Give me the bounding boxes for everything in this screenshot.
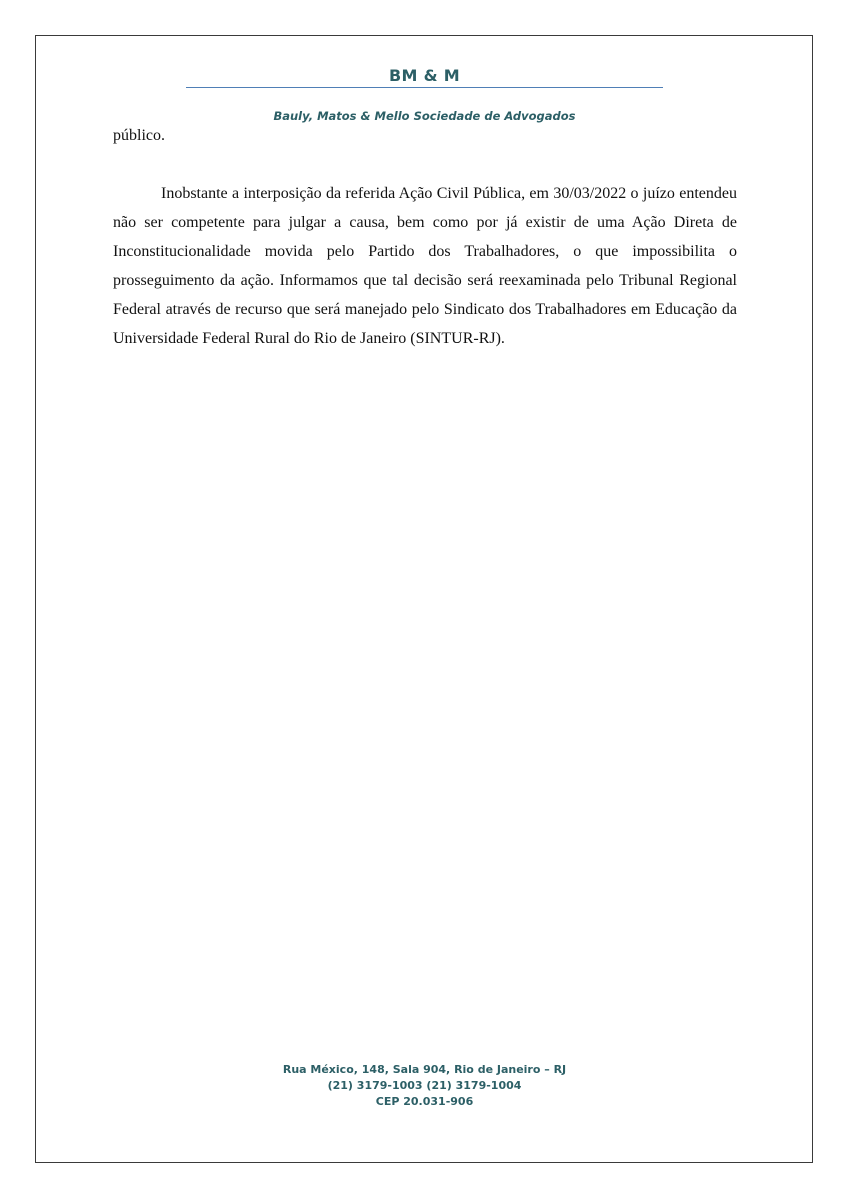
header-divider [186,87,663,88]
paragraph-decision: Inobstante a interposição da referida Ação Civil Pública, em 30/03/2022 o juízo entendeu não ser competente para julgar a causa, bem como por já existir de uma Ação Direta de Inconstitucionalidade movida pelo Partido dos Trabalhadores, o que impossibilita o prosseguimento da ação. Informamos que tal decisão será reexaminada pelo Tribunal Regional Federal através de recurso que será manejado pelo Sindicato dos Trabalhadores em Educação da Universidade Federal Rural do Rio de Janeiro (SINTUR-RJ). [113,185,737,347]
firm-name-subtitle: Bauly, Matos & Mello Sociedade de Advogados [273,109,576,123]
letterhead-footer [0,1062,849,1110]
firm-logo-title: BM & M [389,66,460,85]
footer-cep: CEP 20.031-906 [375,1095,474,1108]
paragraph-continuation: público. [113,127,165,144]
footer-phones: (21) 3179-1003 (21) 3179-1004 [327,1079,522,1092]
document-body [113,121,737,353]
footer-address: Rua México, 148, Sala 904, Rio de Janeiro – RJ [282,1063,567,1076]
